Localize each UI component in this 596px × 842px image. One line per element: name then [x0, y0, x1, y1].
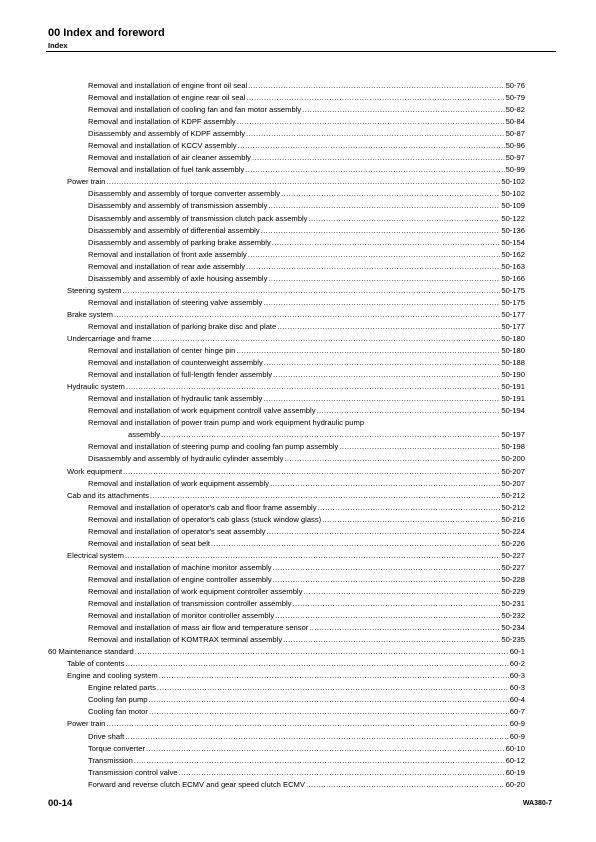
toc-entry[interactable] [0, 694, 596, 706]
toc-entry-page: 50-163 [501, 261, 525, 271]
toc-entry-title: Removal and installation of KDPF assembly [88, 117, 236, 127]
dot-leader [248, 80, 504, 92]
dot-leader [272, 237, 501, 249]
dot-leader [264, 357, 501, 369]
toc-entry[interactable] [0, 393, 596, 405]
dot-leader [261, 225, 501, 237]
toc-entry-page: 50-229 [501, 586, 525, 596]
dot-leader [275, 610, 500, 622]
toc-entry-title: Removal and installation of hydraulic tank assembly [88, 394, 263, 404]
toc-entry[interactable] [0, 104, 596, 116]
dot-leader [317, 405, 501, 417]
toc-entry[interactable] [0, 514, 596, 526]
toc-entry[interactable] [0, 779, 596, 791]
toc-entry[interactable] [0, 670, 596, 682]
toc-entry-title: Removal and installation of engine rear oil seal [88, 93, 246, 103]
toc-entry-title: Torque converter [88, 743, 145, 753]
toc-entry-title: Removal and installation of air cleaner assembly [88, 153, 251, 163]
toc-entry[interactable] [0, 213, 596, 225]
toc-entry-title: Forward and reverse clutch ECMV and gear speed clutch ECMV [88, 779, 305, 789]
toc-entry-page: 50-216 [501, 514, 525, 524]
toc-entry[interactable] [0, 128, 596, 140]
toc-entry[interactable] [0, 526, 596, 538]
toc-entry[interactable] [0, 80, 596, 92]
toc-entry-page: 50-154 [501, 237, 525, 247]
dot-leader [245, 164, 504, 176]
dot-leader [283, 634, 500, 646]
toc-entry[interactable] [0, 441, 596, 453]
toc-entry-page: 50-234 [501, 623, 525, 633]
toc-entry-page: 50-87 [505, 129, 525, 139]
toc-entry-title: Removal and installation of KOMTRAX terminal assembly [88, 635, 283, 645]
dot-leader [157, 682, 509, 694]
toc-entry[interactable] [0, 164, 596, 176]
dot-leader [308, 213, 500, 225]
page-number: 00-14 [48, 798, 73, 809]
toc-entry-page: 60-1 [509, 647, 525, 657]
toc-entry[interactable] [0, 706, 596, 718]
toc-entry-page: 50-162 [501, 249, 525, 259]
dot-leader [246, 128, 505, 140]
toc-entry-title: Removal and installation of work equipment controller assembly [88, 586, 303, 596]
toc-entry[interactable] [0, 285, 596, 297]
toc-entry-page: 50-212 [501, 490, 525, 500]
section-subtitle: Index [48, 41, 68, 50]
toc-entry-page: 60-3 [509, 671, 525, 681]
toc-entry[interactable] [0, 610, 596, 622]
section-title: 00 Index and foreword [48, 27, 165, 39]
toc-entry[interactable] [0, 682, 596, 694]
toc-entry-title: Cooling fan pump [88, 695, 148, 705]
toc-entry-title: assembly [128, 430, 161, 440]
header-divider [46, 51, 556, 52]
toc-entry-page: 50-226 [501, 538, 525, 548]
dot-leader [159, 670, 509, 682]
dot-leader [273, 562, 501, 574]
dot-leader [277, 321, 500, 333]
toc-entry-page: 50-109 [501, 201, 525, 211]
toc-entry-title: Removal and installation of counterweight assembly [88, 358, 263, 368]
toc-entry-title: Removal and installation of front axle assembly [88, 249, 247, 259]
toc-entry-page: 50-84 [505, 117, 525, 127]
dot-leader [281, 188, 500, 200]
toc-entry-page: 50-224 [501, 526, 525, 536]
toc-entry-title: Removal and installation of operator's seat assembly [88, 526, 266, 536]
toc-entry-title: Brake system [67, 309, 113, 319]
toc-entry-title: Disassembly and assembly of transmission clutch pack assembly [88, 213, 308, 223]
toc-entry-page: 50-82 [505, 105, 525, 115]
toc-entry-title: Disassembly and assembly of transmission assembly [88, 201, 268, 211]
dot-leader [237, 116, 505, 128]
table-of-contents [0, 80, 596, 791]
dot-leader [284, 453, 500, 465]
toc-entry-page: 50-136 [501, 225, 525, 235]
toc-entry-title: Removal and installation of steering pump and cooling fan pump assembly [88, 442, 339, 452]
toc-entry-page: 50-198 [501, 442, 525, 452]
toc-entry-page: 50-102 [501, 177, 525, 187]
toc-entry-page: 50-177 [501, 321, 525, 331]
toc-entry[interactable] [0, 586, 596, 598]
toc-entry[interactable] [0, 429, 596, 441]
toc-entry[interactable] [0, 550, 596, 562]
dot-leader [179, 767, 505, 779]
model-code: WA380-7 [522, 800, 552, 807]
dot-leader [246, 92, 504, 104]
toc-entry-title: Undercarriage and frame [67, 333, 152, 343]
dot-leader [309, 622, 500, 634]
dot-leader [263, 393, 500, 405]
toc-entry-title: Engine and cooling system [67, 671, 158, 681]
toc-entry-title: Removal and installation of parking brake disc and plate [88, 321, 277, 331]
dot-leader [211, 538, 500, 550]
toc-entry[interactable] [0, 502, 596, 514]
toc-entry-title: Transmission [88, 755, 133, 765]
toc-entry-title: Removal and installation of seat belt [88, 538, 210, 548]
toc-entry[interactable] [0, 333, 596, 345]
toc-entry-title: Removal and installation of monitor controller assembly [88, 611, 275, 621]
toc-entry[interactable] [0, 658, 596, 670]
toc-entry-page: 50-76 [505, 81, 525, 90]
dot-leader [270, 478, 500, 490]
toc-entry-title: Cab and its attachments [67, 490, 149, 500]
toc-entry-title: Removal and installation of center hinge pin [88, 346, 236, 356]
toc-entry-title: Removal and installation of cooling fan and fan motor assembly [88, 105, 302, 115]
toc-entry-title: Electrical system [67, 550, 124, 560]
toc-entry-title: Removal and installation of transmission controller assembly [88, 599, 292, 609]
toc-entry-title: Removal and installation of steering valve assembly [88, 297, 263, 307]
toc-entry[interactable] [0, 731, 596, 743]
toc-entry[interactable] [0, 140, 596, 152]
dot-leader [252, 152, 505, 164]
toc-entry[interactable] [0, 225, 596, 237]
toc-entry[interactable] [0, 490, 596, 502]
toc-entry-title: Removal and installation of operator's cab glass (stuck window glass) [88, 514, 322, 524]
toc-entry[interactable] [0, 261, 596, 273]
toc-entry[interactable] [0, 453, 596, 465]
toc-entry-page: 50-228 [501, 574, 525, 584]
toc-entry-title: Removal and installation of rear axle assembly [88, 261, 246, 271]
toc-entry-page: 50-177 [501, 309, 525, 319]
toc-entry[interactable] [0, 309, 596, 321]
toc-entry-page: 50-96 [505, 141, 525, 151]
dot-leader [123, 466, 500, 478]
toc-entry-page: 50-232 [501, 611, 525, 621]
dot-leader [248, 249, 501, 261]
toc-entry[interactable] [0, 357, 596, 369]
dot-leader [126, 381, 501, 393]
toc-entry-title: Removal and installation of machine monitor assembly [88, 562, 272, 572]
dot-leader [134, 755, 505, 767]
dot-leader [125, 658, 508, 670]
toc-entry-title: Disassembly and assembly of KDPF assembly [88, 129, 245, 139]
toc-entry[interactable] [0, 743, 596, 755]
toc-entry-page: 50-102 [501, 189, 525, 199]
dot-leader [106, 176, 500, 188]
toc-entry[interactable] [0, 369, 596, 381]
dot-leader [149, 706, 509, 718]
toc-entry-page: 50-188 [501, 358, 525, 368]
toc-entry-page: 50-200 [501, 454, 525, 464]
toc-entry[interactable] [0, 646, 596, 658]
toc-entry-page: 50-175 [501, 285, 525, 295]
toc-entry-title: Removal and installation of engine controller assembly [88, 574, 272, 584]
dot-leader [236, 345, 500, 357]
dot-leader [135, 646, 509, 658]
toc-entry-page: 50-79 [505, 93, 525, 103]
toc-entry[interactable] [0, 598, 596, 610]
toc-entry[interactable] [0, 297, 596, 309]
toc-entry-page: 50-99 [505, 165, 525, 175]
toc-entry[interactable] [0, 273, 596, 285]
toc-entry-title: Drive shaft [88, 731, 125, 741]
toc-entry-title: Removal and installation of power train pump and work equipment hydraulic pump [88, 418, 365, 428]
toc-entry[interactable] [0, 574, 596, 586]
toc-entry-page: 60-9 [509, 731, 525, 741]
toc-entry-page: 50-194 [501, 406, 525, 416]
dot-leader [246, 261, 500, 273]
toc-entry-title: Removal and installation of mass air flow and temperature sensor [88, 623, 309, 633]
toc-entry-title: Disassembly and assembly of parking brake assembly [88, 237, 271, 247]
dot-leader [303, 586, 500, 598]
toc-entry-page: 50-122 [501, 213, 525, 223]
toc-entry[interactable] [0, 718, 596, 730]
toc-entry[interactable] [0, 478, 596, 490]
toc-entry-page: 60-9 [509, 719, 525, 729]
dot-leader [268, 200, 500, 212]
toc-entry[interactable] [0, 176, 596, 188]
toc-entry-page: 50-227 [501, 562, 525, 572]
toc-entry[interactable] [0, 417, 596, 429]
toc-entry[interactable] [0, 237, 596, 249]
toc-entry[interactable] [0, 249, 596, 261]
toc-entry[interactable] [0, 152, 596, 164]
dot-leader [114, 309, 500, 321]
toc-entry-title: Transmission control valve [88, 767, 178, 777]
toc-entry-page: 50-190 [501, 370, 525, 380]
toc-entry-title: Disassembly and assembly of hydraulic cylinder assembly [88, 454, 284, 464]
dot-leader [302, 104, 504, 116]
dot-leader [306, 779, 505, 791]
dot-leader [125, 731, 509, 743]
toc-entry-page: 60-3 [509, 683, 525, 693]
dot-leader [238, 140, 505, 152]
toc-entry[interactable] [0, 116, 596, 128]
toc-entry-title: Power train [67, 177, 106, 187]
toc-entry-title: Power train [67, 719, 106, 729]
dot-leader [322, 514, 500, 526]
dot-leader [273, 574, 501, 586]
dot-leader [161, 429, 500, 441]
toc-entry-title: 60 Maintenance standard [48, 647, 134, 657]
toc-entry-page: 60-7 [509, 707, 525, 717]
toc-entry-title: Disassembly and assembly of torque converter assembly [88, 189, 281, 199]
toc-entry-title: Engine related parts [88, 683, 156, 693]
toc-entry[interactable] [0, 321, 596, 333]
dot-leader [122, 285, 500, 297]
dot-leader [263, 297, 500, 309]
toc-entry-page: 50-191 [501, 382, 525, 392]
dot-leader [266, 526, 500, 538]
dot-leader [318, 502, 501, 514]
dot-leader [150, 490, 500, 502]
toc-entry-page: 50-207 [501, 466, 525, 476]
toc-entry-page: 50-231 [501, 599, 525, 609]
toc-entry-title: Removal and installation of engine front oil seal [88, 81, 248, 90]
dot-leader [149, 694, 509, 706]
dot-leader [125, 550, 500, 562]
toc-entry-page: 50-180 [501, 346, 525, 356]
toc-entry[interactable] [0, 622, 596, 634]
toc-entry-page: 50-191 [501, 394, 525, 404]
toc-entry[interactable] [0, 345, 596, 357]
toc-entry[interactable] [0, 538, 596, 550]
toc-entry-title: Removal and installation of fuel tank assembly [88, 165, 245, 175]
toc-entry-page: 60-2 [509, 659, 525, 669]
toc-entry[interactable] [0, 562, 596, 574]
toc-entry-title: Hydraulic system [67, 382, 125, 392]
dot-leader [339, 441, 500, 453]
toc-entry[interactable] [0, 634, 596, 646]
toc-entry-title: Removal and installation of work equipment assembly [88, 478, 270, 488]
toc-entry-title: Removal and installation of KCCV assembly [88, 141, 237, 151]
toc-entry-page: 60-20 [505, 779, 525, 789]
toc-entry-title: Steering system [67, 285, 122, 295]
toc-entry[interactable] [0, 405, 596, 417]
toc-entry[interactable] [0, 92, 596, 104]
toc-entry-title: Disassembly and assembly of differential assembly [88, 225, 260, 235]
toc-entry-title: Work equipment [67, 466, 123, 476]
toc-entry-page: 60-10 [505, 743, 525, 753]
toc-entry[interactable] [0, 466, 596, 478]
toc-entry-page: 50-180 [501, 333, 525, 343]
toc-entry-page: 50-235 [501, 635, 525, 645]
toc-entry[interactable] [0, 755, 596, 767]
toc-entry-page: 50-197 [501, 430, 525, 440]
toc-entry-title: Cooling fan motor [88, 707, 148, 717]
toc-entry[interactable] [0, 188, 596, 200]
toc-entry-page: 50-97 [505, 153, 525, 163]
toc-entry-title: Table of contents [67, 659, 125, 669]
dot-leader [152, 333, 500, 345]
toc-entry-title: Removal and installation of operator's cab and floor frame assembly [88, 502, 317, 512]
toc-entry[interactable] [0, 767, 596, 779]
toc-entry-title: Disassembly and assembly of axle housing assembly [88, 273, 268, 283]
dot-leader [292, 598, 500, 610]
toc-entry-page: 50-166 [501, 273, 525, 283]
dot-leader [146, 743, 505, 755]
toc-entry[interactable] [0, 200, 596, 212]
toc-entry-page: 50-227 [501, 550, 525, 560]
toc-entry-title: Removal and installation of work equipment controll valve assembly [88, 406, 316, 416]
dot-leader [106, 718, 508, 730]
toc-entry[interactable] [0, 381, 596, 393]
toc-entry-title: Removal and installation of full-length fender assembly [88, 370, 273, 380]
dot-leader [273, 369, 500, 381]
toc-entry-page: 50-175 [501, 297, 525, 307]
toc-entry-page: 60-4 [509, 695, 525, 705]
dot-leader [268, 273, 500, 285]
toc-entry-page: 50-212 [501, 502, 525, 512]
toc-entry-page: 60-12 [505, 755, 525, 765]
toc-entry-page: 50-207 [501, 478, 525, 488]
toc-entry-page: 60-19 [505, 767, 525, 777]
